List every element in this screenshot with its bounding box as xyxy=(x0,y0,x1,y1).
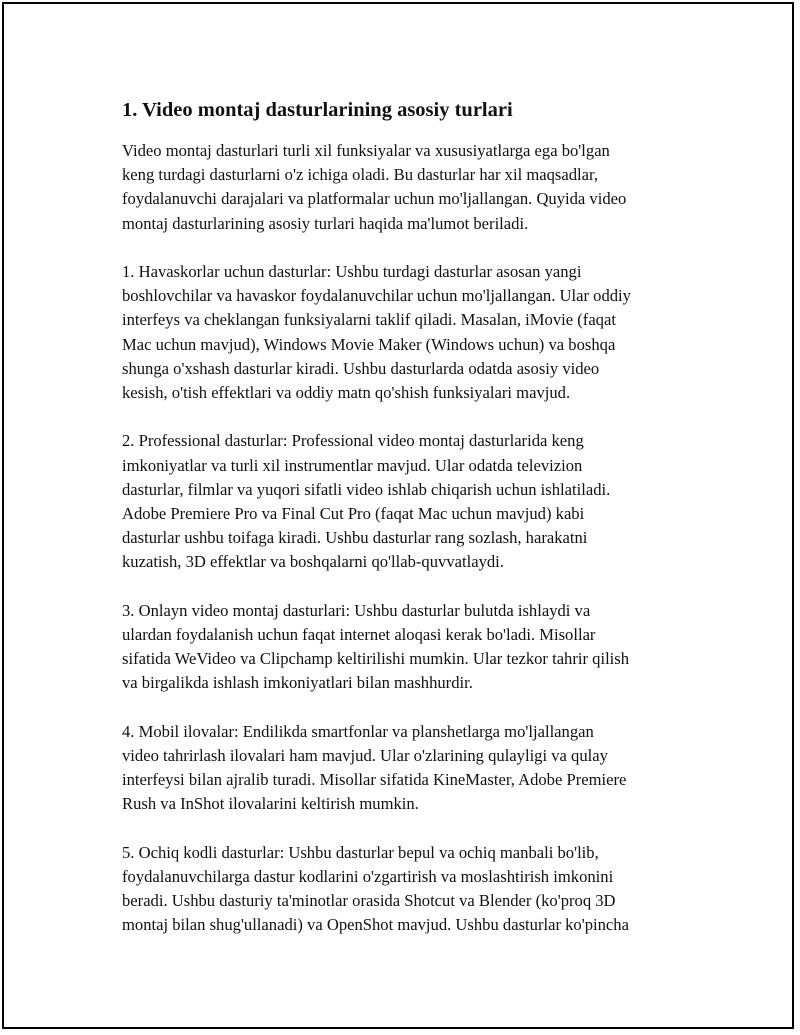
paragraph-amateur-software xyxy=(122,260,702,405)
text-line: Rush va InShot ilovalarini keltirish mumkin. xyxy=(122,794,419,814)
text-line: 1. Havaskorlar uchun dasturlar: Ushbu turdagi dasturlar asosan yangi xyxy=(122,262,582,281)
text-line: kesish, o'tish effektlari va oddiy matn qo'shish funksiyalari mavjud. xyxy=(122,383,571,403)
text-line: dasturlar ushbu toifaga kiradi. Ushbu dasturlar rang sozlash, harakatni xyxy=(122,528,588,548)
intro-paragraph xyxy=(122,139,702,236)
paragraph-open-source-software xyxy=(122,841,702,938)
document-body xyxy=(122,98,702,962)
text-line: foydalanuvchilarga dastur kodlarini o'zgartirish va moslashtirish imkonini xyxy=(122,867,614,887)
text-line: shunga o'xshash dasturlar kiradi. Ushbu dasturlarda odatda asosiy video xyxy=(122,358,600,378)
text-line: Mac uchun mavjud), Windows Movie Maker (Windows uchun) va boshqa xyxy=(122,334,616,354)
text-line: 3. Onlayn video montaj dasturlari: Ushbu dasturlar bulutda ishlaydi va xyxy=(122,600,591,620)
text-line: interfeysi bilan ajralib turadi. Misollar sifatida KineMaster, Adobe Premiere xyxy=(122,770,627,790)
paragraph-mobile-apps xyxy=(122,720,702,817)
text-line: foydalanuvchi darajalari va platformalar uchun mo'ljallangan. Quyida video xyxy=(122,189,627,209)
page-frame xyxy=(2,2,794,1029)
text-line: va birgalikda ishlash imkoniyatlari bilan mashhurdir. xyxy=(122,673,473,693)
text-line: sifatida WeVideo va Clipchamp keltirilishi mumkin. Ular tezkor tahrir qilish xyxy=(122,649,630,669)
text-line: kuzatish, 3D effektlar va boshqalarni qo'llab-quvvatlaydi. xyxy=(122,552,504,572)
text-line: montaj bilan shug'ullanadi) va OpenShot mavjud. Ushbu dasturlar ko'pincha xyxy=(122,915,629,935)
text-line: montaj dasturlarining asosiy turlari haqida ma'lumot beriladi. xyxy=(122,213,529,233)
text-line: video tahrirlash ilovalari ham mavjud. Ular o'zlarining qulayligi va qulay xyxy=(122,746,608,766)
section-heading: 1. Video montaj dasturlarining asosiy turlari xyxy=(122,99,513,121)
text-line: imkoniyatlar va turli xil instrumentlar mavjud. Ular odatda televizion xyxy=(122,455,583,475)
text-line: beradi. Ushbu dasturiy ta'minotlar orasida Shotcut va Blender (ko'proq 3D xyxy=(122,891,616,911)
text-line: 5. Ochiq kodli dasturlar: Ushbu dasturlar bepul va ochiq manbali bo'lib, xyxy=(122,842,599,862)
text-line: interfeys va cheklangan funksiyalarni taklif qiladi. Masalan, iMovie (faqat xyxy=(122,310,616,330)
text-line: Adobe Premiere Pro va Final Cut Pro (faqat Mac uchun mavjud) kabi xyxy=(122,504,585,524)
paragraph-professional-software xyxy=(122,429,702,574)
text-line: ulardan foydalanish uchun faqat internet aloqasi kerak bo'ladi. Misollar xyxy=(122,625,596,645)
text-line: 2. Professional dasturlar: Professional video montaj dasturlarida keng xyxy=(122,431,584,451)
text-line: Video montaj dasturlari turli xil funksiyalar va xususiyatlarga ega bo'lgan xyxy=(122,141,610,160)
text-line: dasturlar, filmlar va yuqori sifatli video ishlab chiqarish uchun ishlatiladi. xyxy=(122,479,611,499)
text-line: boshlovchilar va havaskor foydalanuvchilar uchun mo'ljallangan. Ular oddiy xyxy=(122,286,631,306)
text-line: 4. Mobil ilovalar: Endilikda smartfonlar va planshetlarga mo'ljallangan xyxy=(122,721,594,741)
text-line: keng turdagi dasturlarni o'z ichiga oladi. Bu dasturlar har xil maqsadlar, xyxy=(122,165,599,185)
paragraph-online-software xyxy=(122,599,702,696)
